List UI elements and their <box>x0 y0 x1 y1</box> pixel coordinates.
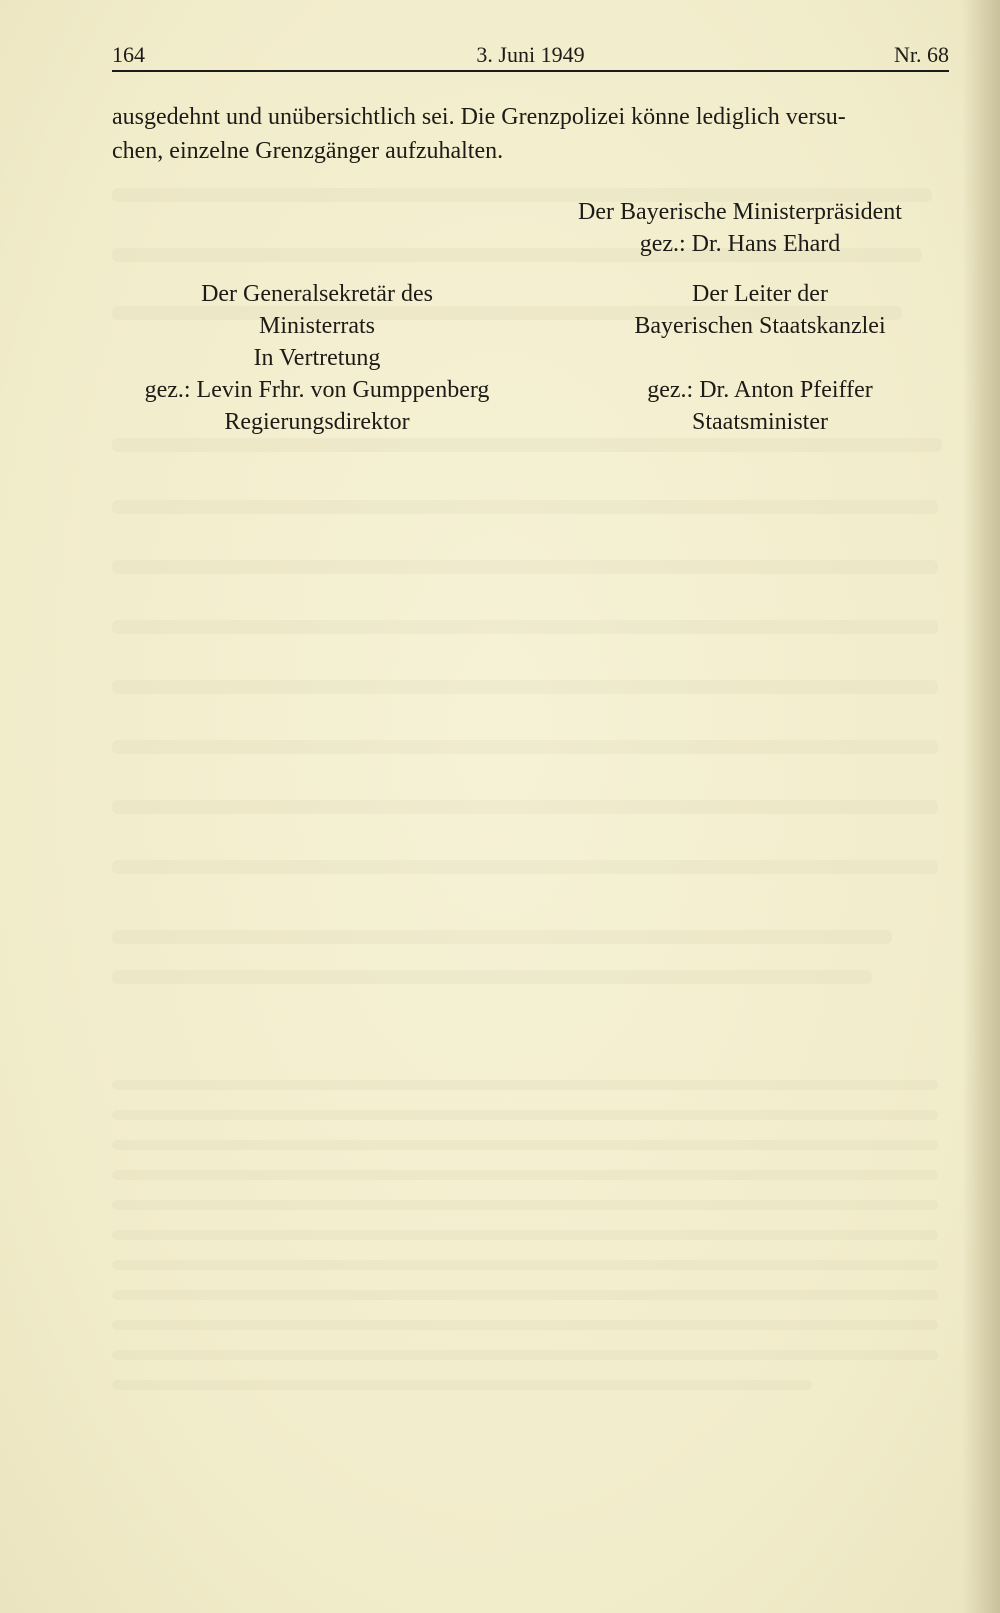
show-through-line <box>112 680 938 694</box>
show-through-line <box>112 438 942 452</box>
show-through-line <box>112 1080 938 1090</box>
prime-minister-signed: gez.: Dr. Hans Ehard <box>639 231 841 257</box>
show-through-line <box>112 860 938 874</box>
body-line: ausgedehnt und unübersichtlich sei. Die Grenzpolizei könne lediglich versu- <box>112 104 846 130</box>
show-through-line <box>112 1260 938 1270</box>
secretary-general-title-line2: Ministerrats <box>259 313 375 339</box>
running-header <box>112 38 949 72</box>
show-through-line <box>112 1110 938 1120</box>
secretary-general-role: Regierungsdirektor <box>224 409 410 435</box>
show-through-line <box>112 930 892 944</box>
chancellery-head-title: Der Leiter der <box>692 281 828 307</box>
body-line: chen, einzelne Grenzgänger aufzuhalten. <box>112 138 504 164</box>
secretary-general-title: Der Generalsekretär des <box>201 281 433 307</box>
show-through-line <box>112 1140 938 1150</box>
show-through-line <box>112 560 938 574</box>
show-through-line <box>112 1320 938 1330</box>
show-through-line <box>112 1380 812 1390</box>
show-through-line <box>112 620 938 634</box>
issue-number: Nr. 68 <box>894 42 949 67</box>
show-through-line <box>112 1350 938 1360</box>
chancellery-head-title-line2: Bayerischen Staatskanzlei <box>634 313 886 339</box>
show-through-line <box>112 970 872 984</box>
secretary-general-signed: gez.: Levin Frhr. von Gumppenberg <box>144 377 490 403</box>
header-rule <box>112 70 949 72</box>
body-paragraph <box>112 100 949 168</box>
show-through-line <box>112 1200 938 1210</box>
show-through-line <box>112 800 938 814</box>
chancellery-head-role: Staatsminister <box>692 409 828 435</box>
chancellery-head-signed: gez.: Dr. Anton Pfeiffer <box>647 377 873 403</box>
page-edge-shadow <box>962 0 1000 1613</box>
show-through-line <box>112 1170 938 1180</box>
prime-minister-title: Der Bayerische Ministerpräsident <box>578 199 902 225</box>
show-through-line <box>112 500 938 514</box>
show-through-line <box>112 1290 938 1300</box>
header-date: 3. Juni 1949 <box>476 42 585 67</box>
show-through-line <box>112 1230 938 1240</box>
show-through-line <box>112 740 938 754</box>
secretary-general-deputy-note: In Vertretung <box>253 345 381 371</box>
page-number: 164 <box>112 42 145 67</box>
